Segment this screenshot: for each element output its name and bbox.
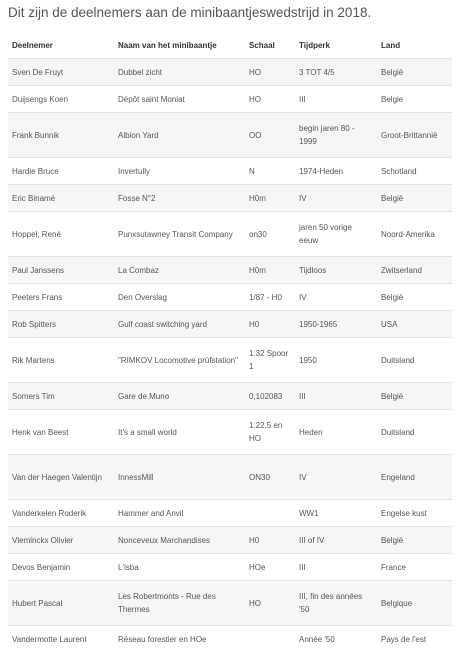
scale-cell bbox=[245, 500, 295, 527]
layout-name-cell: Fosse N°2 bbox=[114, 185, 245, 212]
scale-cell: 1:32 Spoor 1 bbox=[245, 338, 295, 383]
participant-cell: Somers Tim bbox=[8, 383, 114, 410]
table-row bbox=[8, 158, 452, 185]
country-cell: België bbox=[377, 383, 452, 410]
era-cell: 3 TOT 4/5 bbox=[295, 59, 377, 86]
country-cell: Belgie bbox=[377, 86, 452, 113]
layout-name-cell: La Combaz bbox=[114, 257, 245, 284]
participant-cell: Hardie Bruce bbox=[8, 158, 114, 185]
era-cell: IV bbox=[295, 284, 377, 311]
layout-name-cell: L'isba bbox=[114, 554, 245, 581]
era-cell: jaren 50 vorige eeuw bbox=[295, 212, 377, 257]
scale-cell: H0 bbox=[245, 527, 295, 554]
layout-name-cell: Dubbel zicht bbox=[114, 59, 245, 86]
era-cell: Heden bbox=[295, 410, 377, 455]
country-cell: Groot-Brittannië bbox=[377, 113, 452, 158]
era-cell: Tijdloos bbox=[295, 257, 377, 284]
scale-cell: HO bbox=[245, 59, 295, 86]
era-cell: Année '50 bbox=[295, 626, 377, 653]
country-cell: Duitsland bbox=[377, 338, 452, 383]
scale-cell: H0 bbox=[245, 311, 295, 338]
table-header-row bbox=[8, 32, 452, 59]
era-cell: IV bbox=[295, 185, 377, 212]
scale-cell: HOe bbox=[245, 554, 295, 581]
table-row bbox=[8, 185, 452, 212]
layout-name-cell: Dépôt saint Moniat bbox=[114, 86, 245, 113]
scale-cell: N bbox=[245, 158, 295, 185]
era-cell: 1950 bbox=[295, 338, 377, 383]
scale-cell: ON30 bbox=[245, 455, 295, 500]
participant-cell: Paul Janssens bbox=[8, 257, 114, 284]
participant-cell: Vandermotte Laurent bbox=[8, 626, 114, 653]
layout-name-cell: Gare de Muno bbox=[114, 383, 245, 410]
layout-name-cell: Nonceveux Marchandises bbox=[114, 527, 245, 554]
participant-cell: Henk van Beest bbox=[8, 410, 114, 455]
era-cell: WW1 bbox=[295, 500, 377, 527]
table-row bbox=[8, 626, 452, 653]
era-cell: III of IV bbox=[295, 527, 377, 554]
table-row bbox=[8, 113, 452, 158]
participant-cell: Peeters Frans bbox=[8, 284, 114, 311]
era-cell: III bbox=[295, 86, 377, 113]
country-cell: Pays de l'est bbox=[377, 626, 452, 653]
column-header-scale: Schaal bbox=[245, 32, 295, 59]
era-cell: III bbox=[295, 383, 377, 410]
participant-cell: Rob Spitters bbox=[8, 311, 114, 338]
scale-cell: H0m bbox=[245, 257, 295, 284]
table-row bbox=[8, 257, 452, 284]
era-cell: III, fin des années '50 bbox=[295, 581, 377, 626]
country-cell: Engeland bbox=[377, 455, 452, 500]
scale-cell: HO bbox=[245, 581, 295, 626]
layout-name-cell: It's a small world bbox=[114, 410, 245, 455]
layout-name-cell: Albion Yard bbox=[114, 113, 245, 158]
layout-name-cell: "RIMKOV Locomotive prüfstation" bbox=[114, 338, 245, 383]
layout-name-cell: Les Robertmonts - Rue des Thermes bbox=[114, 581, 245, 626]
participant-cell: Sven De Fruyt bbox=[8, 59, 114, 86]
layout-name-cell: Invertully bbox=[114, 158, 245, 185]
scale-cell: 0,102083 bbox=[245, 383, 295, 410]
country-cell: België bbox=[377, 185, 452, 212]
country-cell: France bbox=[377, 554, 452, 581]
participant-cell: Hoppel, René bbox=[8, 212, 114, 257]
scale-cell: HO bbox=[245, 86, 295, 113]
table-row bbox=[8, 383, 452, 410]
scale-cell: on30 bbox=[245, 212, 295, 257]
participant-cell: Vanderkelen Roderik bbox=[8, 500, 114, 527]
era-cell: IV bbox=[295, 455, 377, 500]
era-cell: 1974-Heden bbox=[295, 158, 377, 185]
participant-cell: Vleminckx Olivier bbox=[8, 527, 114, 554]
participant-cell: Eric Binamé bbox=[8, 185, 114, 212]
column-header-participant: Deelnemer bbox=[8, 32, 114, 59]
country-cell: België bbox=[377, 284, 452, 311]
table-row bbox=[8, 284, 452, 311]
country-cell: Noord-Amerika bbox=[377, 212, 452, 257]
participant-cell: Van der Haegen Valentijn bbox=[8, 455, 114, 500]
era-cell: III bbox=[295, 554, 377, 581]
table-row bbox=[8, 581, 452, 626]
participant-cell: Devos Benjamin bbox=[8, 554, 114, 581]
country-cell: Belgique bbox=[377, 581, 452, 626]
country-cell: Engelse kust bbox=[377, 500, 452, 527]
table-row bbox=[8, 500, 452, 527]
column-header-layout-name: Naam van het minibaantje bbox=[114, 32, 245, 59]
country-cell: Schotland bbox=[377, 158, 452, 185]
column-header-country: Land bbox=[377, 32, 452, 59]
scale-cell: 1/87 - H0 bbox=[245, 284, 295, 311]
table-row bbox=[8, 86, 452, 113]
country-cell: USA bbox=[377, 311, 452, 338]
country-cell: België bbox=[377, 527, 452, 554]
scale-cell: H0m bbox=[245, 185, 295, 212]
country-cell: Zwitserland bbox=[377, 257, 452, 284]
participant-cell: Frank Bunnik bbox=[8, 113, 114, 158]
layout-name-cell: Réseau forestier en HOe bbox=[114, 626, 245, 653]
participants-table bbox=[8, 32, 452, 652]
era-cell: 1950-1965 bbox=[295, 311, 377, 338]
participant-cell: Duijsengs Koen bbox=[8, 86, 114, 113]
layout-name-cell: InnessMill bbox=[114, 455, 245, 500]
table-row bbox=[8, 554, 452, 581]
scale-cell: 1:22,5 en HO bbox=[245, 410, 295, 455]
scale-cell: OO bbox=[245, 113, 295, 158]
participant-cell: Hubert Pascal bbox=[8, 581, 114, 626]
table-row bbox=[8, 59, 452, 86]
participant-cell: Rik Martens bbox=[8, 338, 114, 383]
table-row bbox=[8, 455, 452, 500]
table-row bbox=[8, 338, 452, 383]
column-header-era: Tijdperk bbox=[295, 32, 377, 59]
layout-name-cell: Hammer and Anvil bbox=[114, 500, 245, 527]
era-cell: begin jaren 80 - 1999 bbox=[295, 113, 377, 158]
scale-cell bbox=[245, 626, 295, 653]
table-row bbox=[8, 410, 452, 455]
table-row bbox=[8, 212, 452, 257]
country-cell: Duitsland bbox=[377, 410, 452, 455]
layout-name-cell: Gulf coast switching yard bbox=[114, 311, 245, 338]
layout-name-cell: Punxsutawney Transit Company bbox=[114, 212, 245, 257]
intro-text: Dit zijn de deelnemers aan de minibaantjeswedstrijd in 2018. bbox=[8, 5, 372, 20]
table-row bbox=[8, 311, 452, 338]
table-row bbox=[8, 527, 452, 554]
layout-name-cell: Den Overslag bbox=[114, 284, 245, 311]
country-cell: België bbox=[377, 59, 452, 86]
